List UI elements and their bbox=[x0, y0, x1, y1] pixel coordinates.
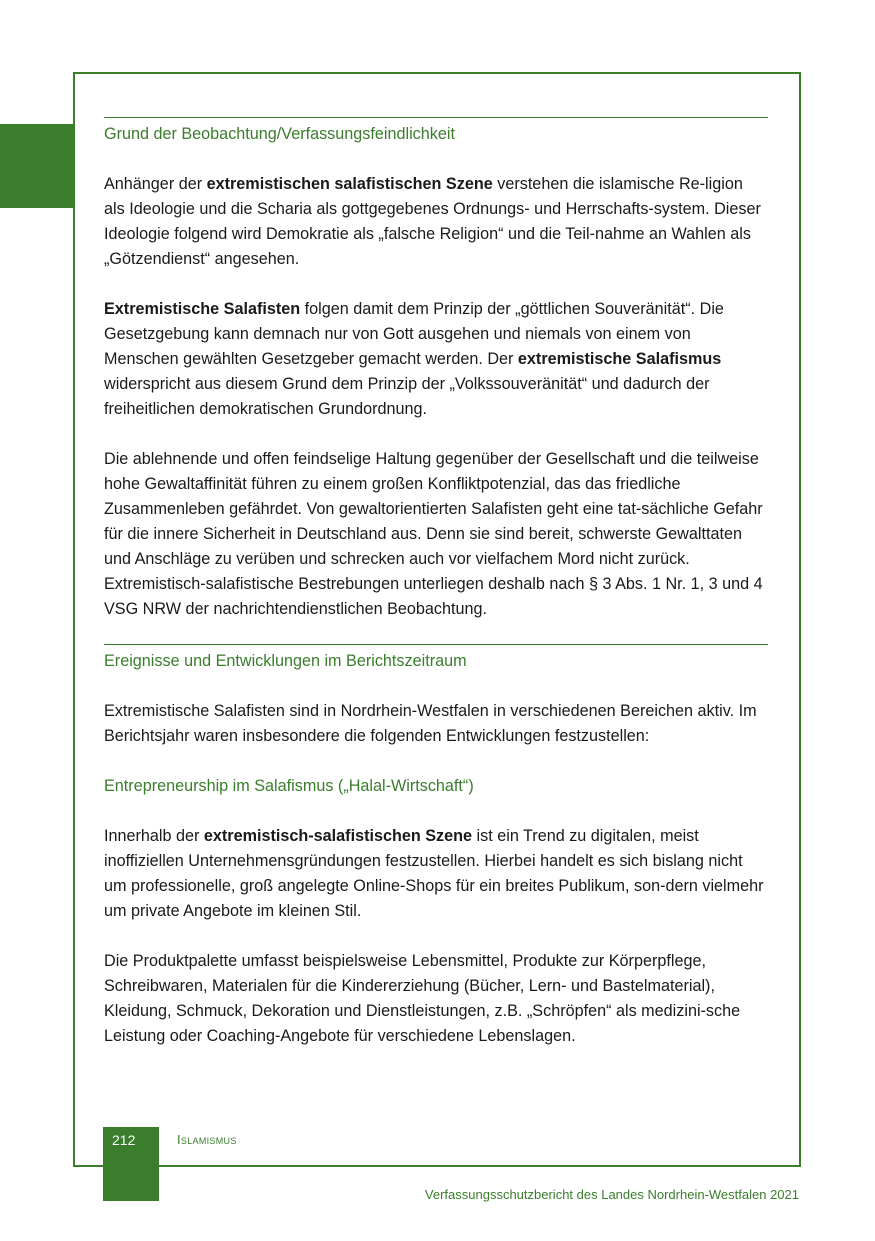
paragraph: Innerhalb der extremistisch-salafistischen Szene ist ein Trend zu digitalen, meist inoffiziellen Unternehmensgründungen festzustellen. Hierbei handelt es sich bislang nicht um professionelle, groß angelegte Online-Shops für ein breites Publikum, son-dern vielmehr um private Angebote im kleinen Stil. bbox=[104, 827, 764, 920]
paragraph: Die ablehnende und offen feindselige Haltung gegenüber der Gesellschaft und die teilweise hohe Gewaltaffinität führen zu einem großen Konfliktpotenzial, das das friedliche Zusammenleben gefährdet. Von gewaltorientierten Salafisten geht eine tat-sächliche Gefahr für die innere Sicherheit in Deutschland aus. Denn sie sind bereit, schwerste Gewalttaten und Anschläge zu verüben und schrecken auch vor vielfachem Mord nicht zurück. Extremistisch-salafistische Bestrebungen unterliegen deshalb nach § 3 Abs. 1 Nr. 1, 3 und 4 VSG NRW der nachrichtendienstlichen Beobachtung. bbox=[104, 450, 763, 618]
paragraph: Extremistische Salafisten folgen damit dem Prinzip der „göttlichen Souveränität“. Die Gesetzgebung kann demnach nur von Gott ausgehen und niemals von einem von Menschen gewählten Gesetzgeber gemacht werden. Der extremistische Salafismus widerspricht aus diesem Grund dem Prinzip der „Volkssouveränität“ und dadurch der freiheitlichen demokratischen Grundordnung. bbox=[104, 300, 724, 418]
publication-footer: Verfassungsschutzbericht des Landes Nordrhein-Westfalen 2021 bbox=[424, 1187, 799, 1202]
paragraph: Anhänger der extremistischen salafistischen Szene verstehen die islamische Re-ligion als Ideologie und die Scharia als gottgegebenes Ordnungs- und Herrschafts-system. Dieser Ideologie folgend wird Demokratie als „falsche Religion“ und die Teil-nahme an Wahlen als „Götzendienst“ angesehen. bbox=[104, 175, 761, 268]
running-section-label: Islamismus bbox=[177, 1132, 237, 1147]
page-number: 212 bbox=[103, 1127, 159, 1201]
paragraph: Extremistische Salafisten sind in Nordrhein-Westfalen in verschiedenen Bereichen aktiv. Im Berichtsjahr waren insbesondere die folgenden Entwicklungen festzustellen: bbox=[104, 702, 757, 745]
bold-term: extremistischen salafistischen Szene bbox=[206, 175, 493, 193]
section-heading-ereignisse: Ereignisse und Entwicklungen im Berichtszeitraum bbox=[104, 652, 467, 670]
bold-term: extremistische Salafismus bbox=[517, 350, 722, 368]
side-tab-marker bbox=[0, 124, 75, 208]
section-heading-grund: Grund der Beobachtung/Verfassungsfeindlichkeit bbox=[104, 125, 455, 143]
section-divider bbox=[104, 644, 768, 645]
bold-term: extremistisch-salafistischen Szene bbox=[203, 827, 473, 845]
bold-term: Extremistische Salafisten bbox=[104, 300, 301, 318]
main-content bbox=[104, 117, 768, 1049]
section-divider bbox=[104, 117, 768, 118]
subheading-entrepreneurship: Entrepreneurship im Salafismus („Halal-Wirtschaft“) bbox=[104, 777, 474, 795]
paragraph: Die Produktpalette umfasst beispielsweise Lebensmittel, Produkte zur Körperpflege, Schreibwaren, Materialen für die Kindererziehung (Bücher, Lern- und Bastelmaterial), Kleidung, Schmuck, Dekoration und Dienstleistungen, z.B. „Schröpfen“ als medizini-sche Leistung oder Coaching-Angebote für verschiedene Lebenslagen. bbox=[104, 952, 741, 1045]
